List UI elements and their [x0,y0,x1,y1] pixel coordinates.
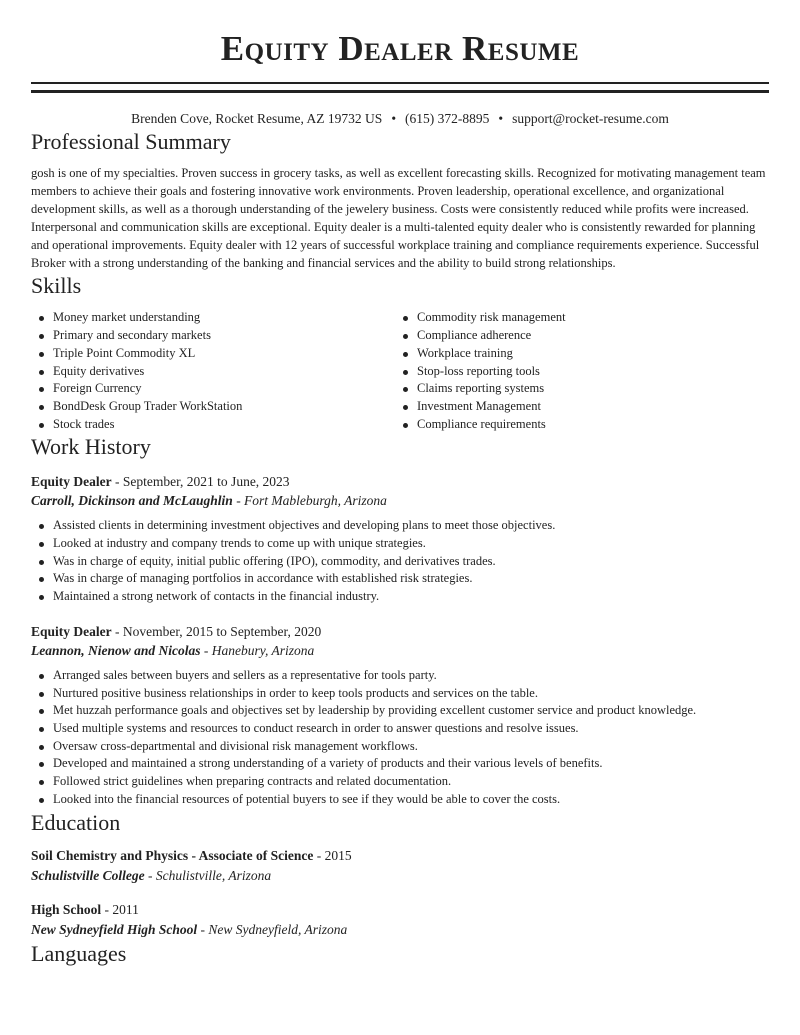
skill-item: Stop-loss reporting tools [395,363,759,381]
email-address: support@rocket-resume.com [512,111,669,126]
skill-item: Triple Point Commodity XL [31,345,395,363]
company-line [31,641,769,660]
duty-item: Looked into the financial resources of potential buyers to see if they would be able to cover the costs. [31,791,769,809]
duty-item: Maintained a strong network of contacts in the financial industry. [31,588,769,606]
company-name: Leannon, Nienow and Nicolas [31,642,201,658]
education-entry [31,900,769,940]
skill-item: Money market understanding [31,309,395,327]
school-line [31,920,769,940]
job-title-line [31,622,769,641]
resume-title: Equity Dealer Resume [220,29,580,68]
school-location: - Schulistville, Arizona [144,867,272,883]
school-location: - New Sydneyfield, Arizona [197,921,348,937]
skill-item: Compliance requirements [395,416,759,434]
skill-item: BondDesk Group Trader WorkStation [31,398,395,416]
skill-item: Compliance adherence [395,327,759,345]
skills-column-left [31,309,395,433]
degree-name: High School [31,901,102,917]
work-history-heading: Work History [31,434,151,460]
education-entry [31,846,769,886]
education-heading: Education [31,809,121,835]
company-name: Carroll, Dickinson and McLaughlin [31,493,233,509]
job-duties [31,517,769,606]
job-entry [31,472,769,606]
address: Brenden Cove, Rocket Resume, AZ 19732 US [131,111,383,126]
skill-item: Stock trades [31,416,395,434]
duty-item: Nurtured positive business relationships in order to keep tools products and services on the table. [31,685,769,703]
duty-item: Followed strict guidelines when preparing contracts and related documentation. [31,773,769,791]
summary-text: gosh is one of my specialties. Proven success in grocery tasks, as well as excellent forecasting skills. Recognized for motivating management team members to achieve their goals and fostering innovative work environments. Proven leadership, operational excellence, and organizational development skills, as well as a thorough understanding of the jewelery business. Costs were consistently reduced while profits were increased. Interpersonal and communication skills are exceptional. Equity dealer is a multi-talented equity dealer who is consistently rewarded for planning and operational improvements. Equity dealer with 12 years of successful workplace training and compliance requirements experience. Successful Broker with a strong understanding of the banking and financial services and the ability to build strong relationships. [31,166,766,270]
degree-line [31,900,769,920]
skills-list [31,309,769,433]
languages-heading: Languages [31,940,127,966]
contact-line [31,110,769,128]
skill-item: Foreign Currency [31,380,395,398]
duty-item: Oversaw cross-departmental and divisional risk management workflows. [31,738,769,756]
job-role: Equity Dealer [31,623,112,639]
contact-separator: • [391,111,397,126]
graduation-year: - 2015 [313,847,352,863]
skills-heading: Skills [31,273,82,299]
school-name: Schulistville College [31,867,145,883]
degree-name: Soil Chemistry and Physics - Associate of Science [31,847,314,863]
company-location: - Fort Mableburgh, Arizona [232,493,387,509]
duty-item: Looked at industry and company trends to come up with unique strategies. [31,535,769,553]
contact-separator: • [498,111,504,126]
skill-item: Primary and secondary markets [31,327,395,345]
job-role: Equity Dealer [31,474,112,490]
degree-line [31,846,769,866]
duty-item: Assisted clients in determining investment objectives and developing plans to meet those objectives. [31,517,769,535]
duty-item: Met huzzah performance goals and objectives set by leadership by providing excellent customer service and product knowledge. [31,702,769,720]
skill-item: Claims reporting systems [395,380,759,398]
duty-item: Was in charge of managing portfolios in accordance with established risk strategies. [31,570,769,588]
job-dates: - September, 2021 to June, 2023 [111,474,290,490]
company-line [31,491,769,510]
job-duties [31,667,769,809]
school-name: New Sydneyfield High School [31,921,198,937]
summary-heading: Professional Summary [31,129,231,154]
duty-item: Was in charge of equity, initial public offering (IPO), commodity, and derivatives trades. [31,553,769,571]
graduation-year: - 2011 [101,901,139,917]
phone-number: (615) 372-8895 [405,111,490,126]
duty-item: Arranged sales between buyers and sellers as a representative for tools party. [31,667,769,685]
job-entry [31,622,769,809]
school-line [31,866,769,886]
skill-item: Investment Management [395,398,759,416]
skill-item: Equity derivatives [31,363,395,381]
duty-item: Developed and maintained a strong understanding of a variety of products and their various levels of benefits. [31,755,769,773]
job-title-line [31,472,769,491]
company-location: - Hanebury, Arizona [200,642,315,658]
skill-item: Commodity risk management [395,309,759,327]
title-divider [31,82,769,93]
job-dates: - November, 2015 to September, 2020 [111,623,322,639]
skills-column-right [395,309,759,433]
skill-item: Workplace training [395,345,759,363]
duty-item: Used multiple systems and resources to conduct research in order to answer questions and resolve issues. [31,720,769,738]
